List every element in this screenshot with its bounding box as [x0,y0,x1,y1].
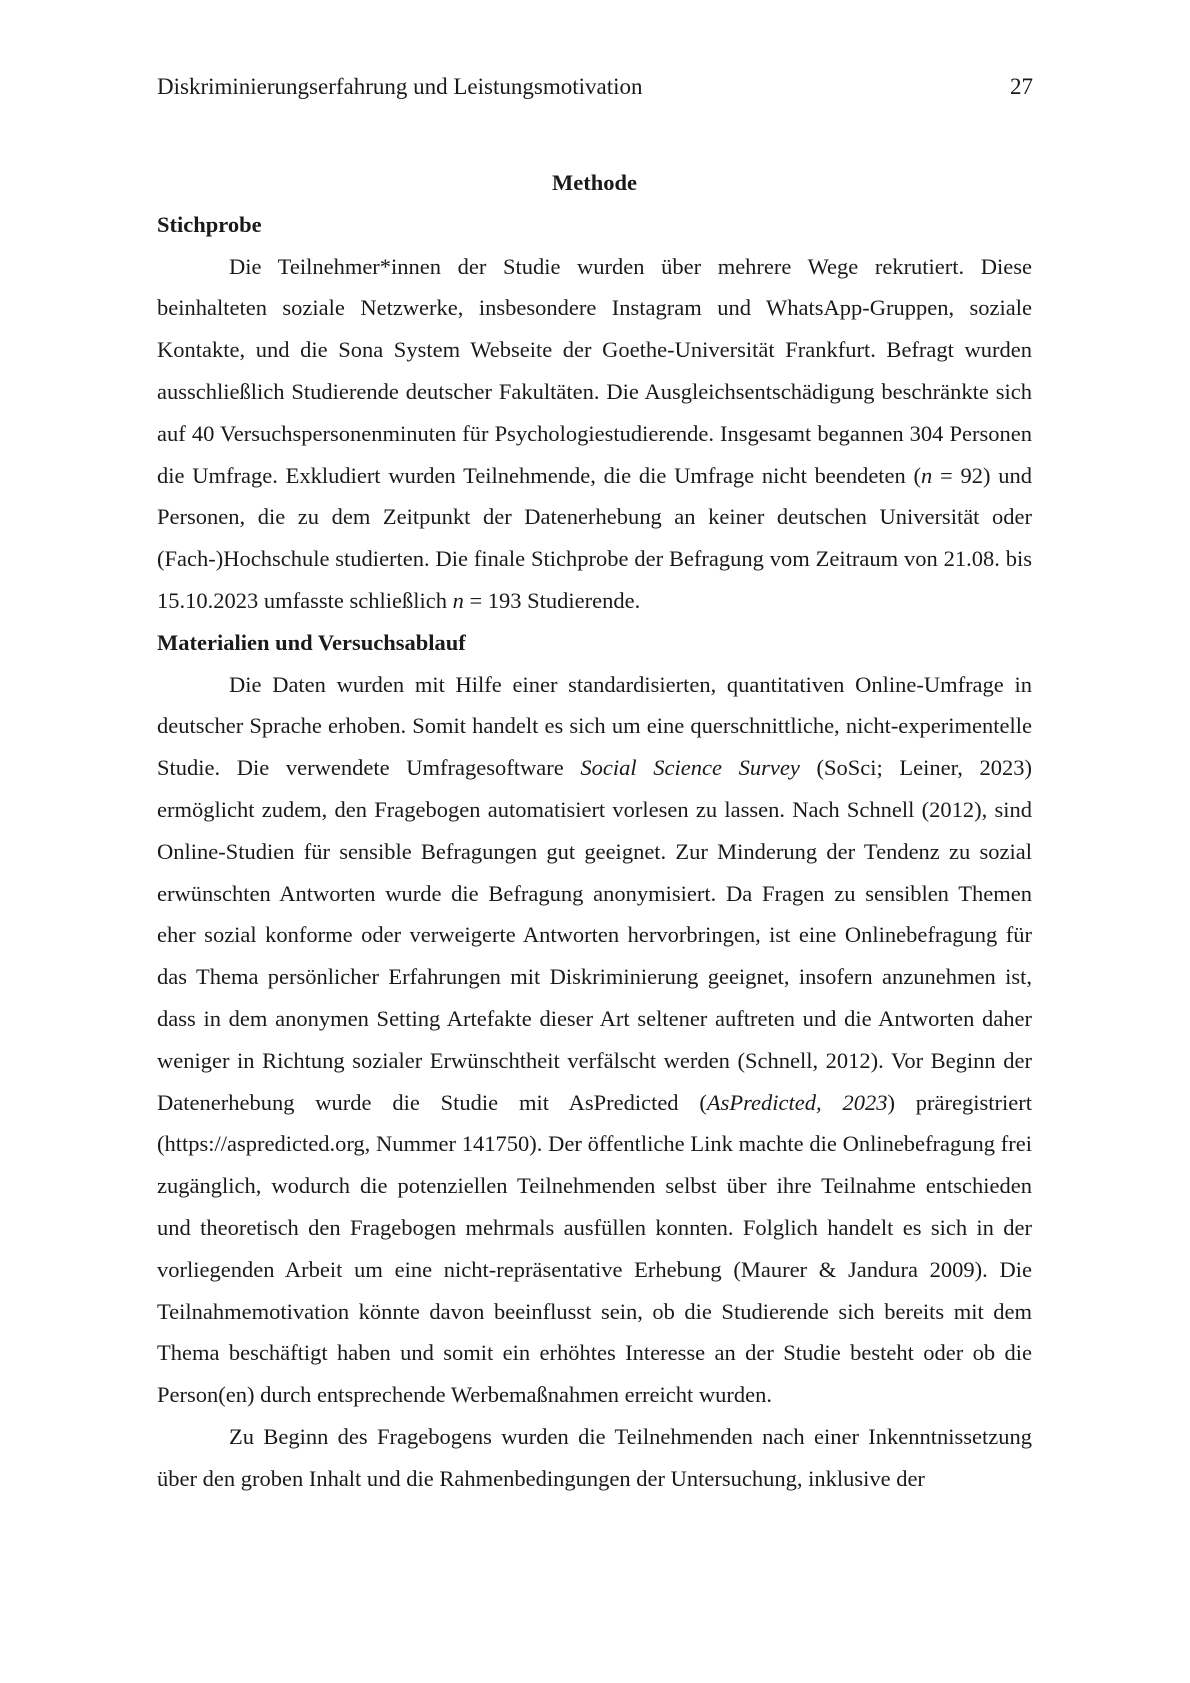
text-run: (SoSci; Leiner, 2023) ermöglicht zudem, den Fragebogen automatisiert vorlesen zu lassen. Nach Schnell (2012), sind Online-Studien für sensible Befragungen gut geeignet. Zur Minderung der Tendenz zu sozial erwünschten Antworten wurde die Befragung anonymisiert. Da Fragen zu sensiblen Themen eher sozial konforme oder verweigerte Antworten hervorbringen, ist eine Onlinebefragung für das Thema persönlicher Erfahrungen mit Diskriminierung geeignet, insofern anzunehmen ist, dass in dem anonymen Setting Artefakte dieser Art seltener auftreten und die Antworten daher weniger in Richtung sozialer Erwünschtheit verfälscht werden (Schnell, 2012). Vor Beginn der Datenerhebung wurde die Studie mit AsPredicted ( [157,755,1032,1115]
text-run: Die Daten wurden mit Hilfe einer standardisierten, quantitativen Online-Umfrage in deutscher Sprache erhoben. Somit handelt es sich um eine querschnittliche, nicht-experimentelle Studie. Die verwendete Umfragesoftware [157,671,1032,781]
paragraph-materialien-2: Zu Beginn des Fragebogens wurden die Teilnehmenden nach einer Inkenntnissetzung über den groben Inhalt und die Rahmenbedingungen der Untersuchung, inklusive der [157,1423,1032,1491]
italic-citation: AsPredicted, 2023 [706,1089,888,1115]
text-run: = 193 Studierende. [463,587,641,613]
italic-n: n [921,462,933,488]
text-run: Die Teilnehmer*innen der Studie wurden über mehrere Wege rekrutiert. Diese beinhalteten soziale Netzwerke, insbesondere Instagram und WhatsApp-Gruppen, soziale Kontakte, und die Sona System Webseite der Goethe-Universität Frankfurt. Befragt wurden ausschließlich Studierende deutscher Fakultäten. Die Ausgleichsentschädigung beschränkte sich auf 40 Versuchspersonenminuten für Psychologiestudierende. Insgesamt begannen 304 Personen die Umfrage. Exkludiert wurden Teilnehmende, die die Umfrage nicht beendeten ( [157,253,1032,488]
running-title: Diskriminierungserfahrung und Leistungsmotivation [157,74,643,99]
italic-n: n [452,587,464,613]
page-body [157,162,1032,1500]
page-number: 27 [1010,74,1033,99]
paragraph-materialien-1 [157,664,1032,1416]
subheading-materialien: Materialien und Versuchsablauf [157,629,466,655]
italic-software-name: Social Science Survey [580,755,800,781]
subheading-stichprobe: Stichprobe [157,211,262,237]
section-heading: Methode [552,170,637,195]
paragraph-stichprobe [157,246,1032,622]
text-run: ) präregistriert (https://aspredicted.org, Nummer 141750). Der öffentliche Link machte die Onlinebefragung frei zugänglich, wodurch die potenziellen Teilnehmenden selbst über ihre Teilnahme entschieden und theoretisch den Fragebogen mehrmals ausfüllen konnten. Folglich handelt es sich in der vorliegenden Arbeit um eine nicht-repräsentative Erhebung (Maurer & Jandura 2009). Die Teilnahmemotivation könnte davon beeinflusst sein, ob die Studierende sich bereits mit dem Thema beschäftigt haben und somit ein erhöhtes Interesse an der Studie besteht oder ob die Person(en) durch entsprechende Werbemaßnahmen erreicht wurden. [157,1089,1033,1408]
text-run: = 92) und Personen, die zu dem Zeitpunkt der Datenerhebung an keiner deutschen Universität oder (Fach-)Hochschule studierten. Die finale Stichprobe der Befragung vom Zeitraum von 21.08. bis 15.10.2023 umfasste schließlich [157,462,1032,613]
running-head [157,72,1033,102]
